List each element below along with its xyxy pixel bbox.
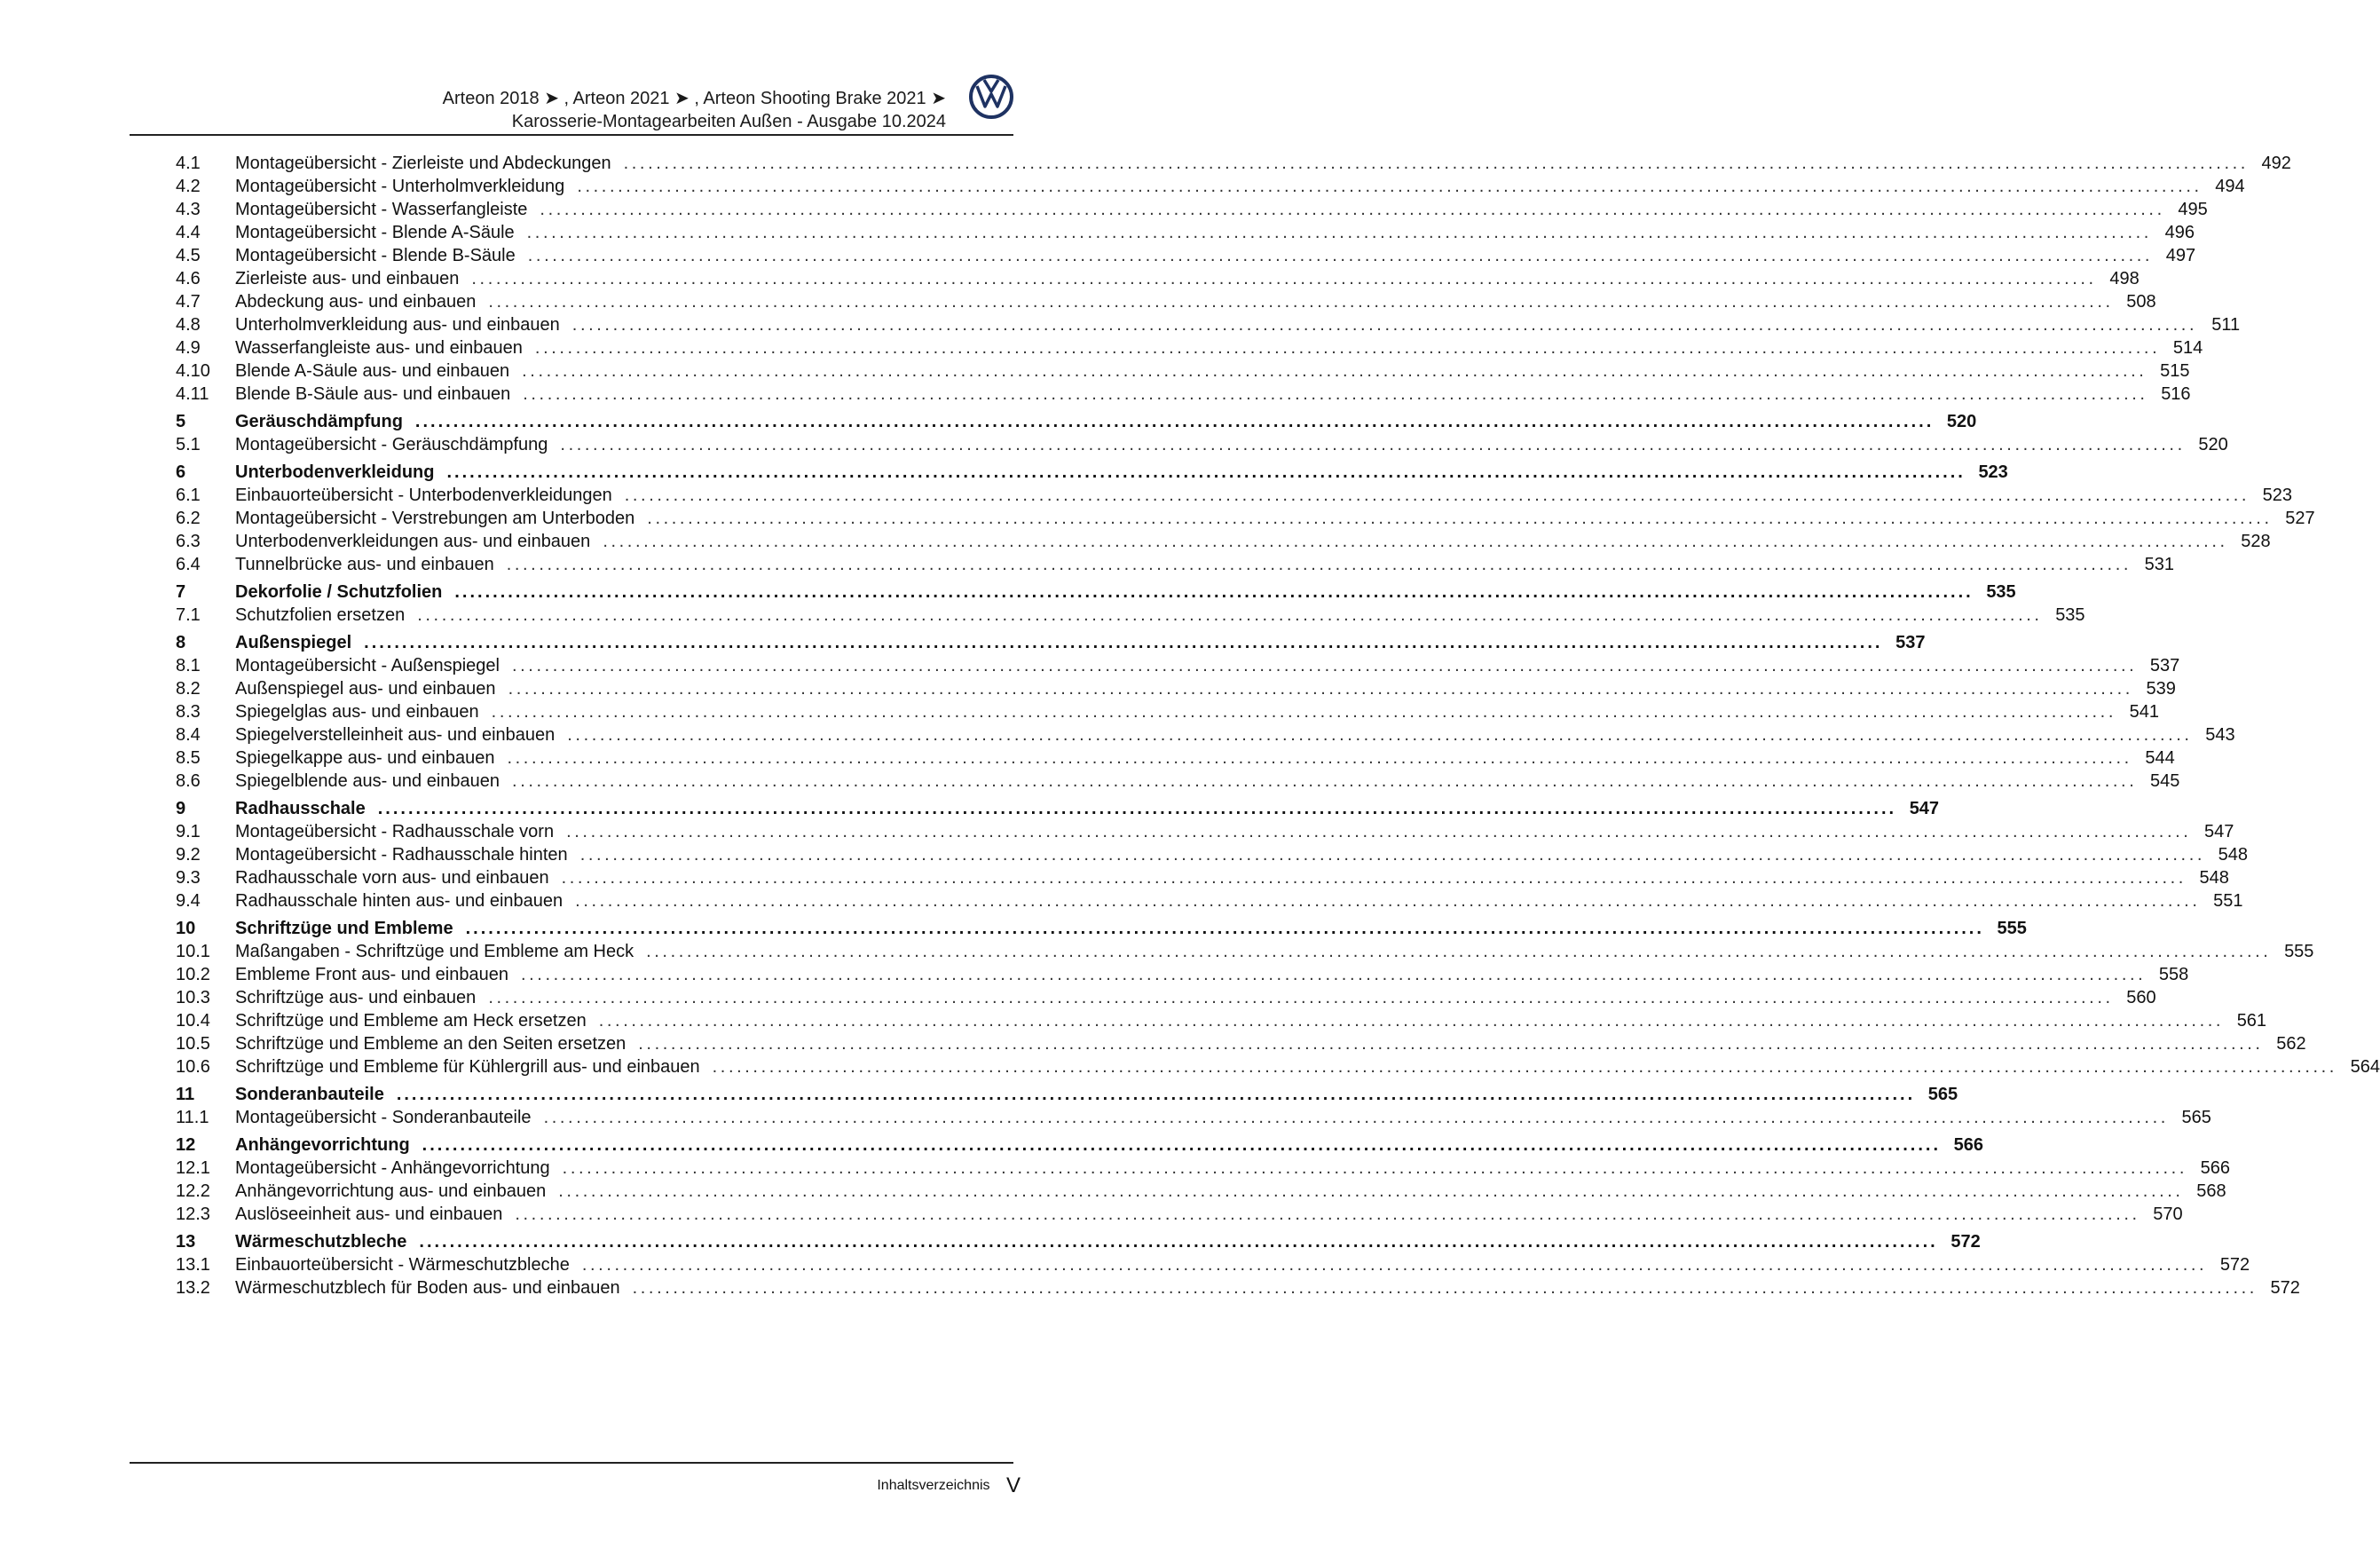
- toc-number: 11.1: [176, 1108, 209, 1127]
- toc-title: Abdeckung aus- und einbauen: [235, 292, 477, 312]
- toc-number: 8.6: [176, 771, 201, 791]
- toc-number: 4.5: [176, 246, 201, 265]
- header-model-line: Arteon 2018 ➤ , Arteon 2021 ➤ , Arteon Shooting Brake 2021 ➤: [442, 89, 946, 108]
- toc-title: Anhängevorrichtung: [235, 1135, 410, 1155]
- toc-number: 10.3: [176, 988, 210, 1007]
- toc-title: Montageübersicht - Unterholmverkleidung: [235, 177, 565, 196]
- toc-number: 6.3: [176, 532, 201, 551]
- toc-title: Wasserfangleiste aus- und einbauen: [235, 338, 523, 358]
- page-footer: [799, 1473, 1021, 1498]
- toc-entry-row[interactable]: [176, 1253, 2250, 1276]
- toc-title: Blende A-Säule aus- und einbauen: [235, 361, 510, 381]
- toc-page-number: 537: [2149, 656, 2180, 675]
- toc-number: 8.5: [176, 748, 201, 768]
- dot-leader: ........................................................................................................................................................................................................: [598, 1011, 2225, 1031]
- toc-number: 4.9: [176, 338, 201, 358]
- toc-entry-row[interactable]: [176, 433, 2228, 456]
- toc-entry-row[interactable]: [176, 1157, 2230, 1180]
- toc-title: Montageübersicht - Radhausschale vorn: [235, 822, 555, 841]
- toc-page-number: 523: [1978, 462, 2008, 482]
- toc-title: Spiegelglas aus- und einbauen: [235, 702, 479, 722]
- toc-title: Montageübersicht - Blende A-Säule: [235, 223, 515, 242]
- toc-entry-row[interactable]: [176, 940, 2314, 963]
- dot-leader: ........................................................................................................................................................................................................: [567, 725, 2193, 745]
- toc-entry-row[interactable]: [176, 986, 2156, 1009]
- dot-leader: ........................................................................................................................................................................................................: [465, 919, 1984, 938]
- toc-page-number: 514: [2172, 338, 2203, 358]
- toc-entry-row[interactable]: [176, 267, 2140, 290]
- toc-title: Radhausschale vorn aus- und einbauen: [235, 868, 549, 888]
- toc-page-number: 555: [2284, 942, 2314, 961]
- toc-title: Embleme Front aus- und einbauen: [235, 965, 508, 984]
- toc-number: 4.1: [176, 154, 201, 173]
- dot-leader: ........................................................................................................................................................................................................: [571, 315, 2198, 335]
- toc-entry-row[interactable]: [176, 1203, 2183, 1226]
- toc-page-number: 537: [1895, 633, 1926, 652]
- toc-page-number: 495: [2178, 200, 2208, 219]
- toc-page-number: 527: [2285, 509, 2315, 528]
- dot-leader: ........................................................................................................................................................................................................: [566, 822, 2192, 841]
- dot-leader: ........................................................................................................................................................................................................: [522, 361, 2148, 381]
- toc-number: 7: [176, 582, 186, 602]
- dot-leader: ........................................................................................................................................................................................................: [712, 1057, 2337, 1077]
- dot-leader: ........................................................................................................................................................................................................: [506, 555, 2132, 574]
- toc-page-number: 566: [2200, 1158, 2230, 1178]
- toc-title: Montageübersicht - Zierleiste und Abdeckungen: [235, 154, 611, 173]
- toc-number: 8.4: [176, 725, 201, 745]
- toc-number: 4.4: [176, 223, 201, 242]
- toc-title: Schriftzüge aus- und einbauen: [235, 988, 477, 1007]
- toc-chapter-row[interactable]: [176, 1230, 1981, 1253]
- toc-number: 12.1: [176, 1158, 210, 1178]
- toc-page-number: 545: [2149, 771, 2180, 791]
- toc-number: 4.3: [176, 200, 201, 219]
- toc-number: 5: [176, 412, 186, 431]
- toc-page-number: 496: [2164, 223, 2195, 242]
- header-edition-line: Karosserie-Montagearbeiten Außen - Ausgabe 10.2024: [511, 112, 946, 131]
- dot-leader: ........................................................................................................................................................................................................: [520, 965, 2147, 984]
- toc-entry-row[interactable]: [176, 152, 2291, 175]
- toc-page-number: 572: [1950, 1232, 1981, 1252]
- toc-page-number: 570: [2153, 1205, 2183, 1224]
- dot-leader: ........................................................................................................................................................................................................: [515, 1205, 2140, 1224]
- toc-entry-row[interactable]: [176, 723, 2235, 746]
- toc-page-number: 547: [1909, 799, 1940, 818]
- toc-page-number: 551: [2213, 891, 2243, 911]
- toc-title: Geräuschdämpfung: [235, 412, 403, 431]
- toc-entry-row[interactable]: [176, 1032, 2306, 1055]
- toc-title: Außenspiegel: [235, 633, 352, 652]
- toc-number: 10.6: [176, 1057, 210, 1077]
- dot-leader: ........................................................................................................................................................................................................: [543, 1108, 2169, 1127]
- toc-number: 10.1: [176, 942, 210, 961]
- toc-chapter-row[interactable]: [176, 461, 2008, 484]
- toc-number: 9.4: [176, 891, 201, 911]
- toc-page-number: 558: [2158, 965, 2189, 984]
- vw-logo-icon: [969, 75, 1013, 119]
- toc-page-number: 539: [2146, 679, 2176, 699]
- toc-number: 8.1: [176, 656, 201, 675]
- toc-title: Montageübersicht - Wasserfangleiste: [235, 200, 528, 219]
- toc-entry-row[interactable]: [176, 313, 2241, 336]
- toc-number: 4.10: [176, 361, 210, 381]
- toc-entry-row[interactable]: [176, 1276, 2300, 1299]
- toc-number: 6: [176, 462, 186, 482]
- dot-leader: ........................................................................................................................................................................................................: [454, 582, 1974, 602]
- toc-number: 4.2: [176, 177, 201, 196]
- toc-title: Montageübersicht - Verstrebungen am Unterboden: [235, 509, 635, 528]
- dot-leader: ........................................................................................................................................................................................................: [560, 435, 2186, 454]
- toc-number: 13: [176, 1232, 196, 1252]
- toc-number: 4.6: [176, 269, 201, 288]
- toc-number: 10: [176, 919, 196, 938]
- dot-leader: ........................................................................................................................................................................................................: [419, 1232, 1938, 1252]
- dot-leader: ........................................................................................................................................................................................................: [624, 486, 2250, 505]
- toc-title: Tunnelbrücke aus- und einbauen: [235, 555, 494, 574]
- toc-title: Zierleiste aus- und einbauen: [235, 269, 460, 288]
- toc-title: Anhängevorrichtung aus- und einbauen: [235, 1181, 547, 1201]
- dot-leader: ........................................................................................................................................................................................................: [488, 988, 2114, 1007]
- toc-entry-row[interactable]: [176, 484, 2293, 507]
- toc-page-number: 511: [2211, 315, 2241, 335]
- footer-section-title: Inhaltsverzeichnis: [877, 1478, 990, 1493]
- toc-title: Montageübersicht - Radhausschale hinten: [235, 845, 568, 865]
- toc-chapter-row[interactable]: [176, 917, 2027, 940]
- toc-page-number: 544: [2145, 748, 2175, 768]
- dot-leader: ........................................................................................................................................................................................................: [446, 462, 1966, 482]
- header-divider: [130, 134, 1013, 136]
- toc-page-number: 498: [2109, 269, 2140, 288]
- toc-entry-row[interactable]: [176, 889, 2243, 912]
- toc-number: 11: [176, 1085, 195, 1104]
- toc-entry-row[interactable]: [176, 770, 2180, 793]
- toc-entry-row[interactable]: [176, 677, 2176, 700]
- toc-title: Maßangaben - Schriftzüge und Embleme am Heck: [235, 942, 634, 961]
- toc-entry-row[interactable]: [176, 290, 2156, 313]
- dot-leader: ........................................................................................................................................................................................................: [364, 633, 1883, 652]
- dot-leader: ........................................................................................................................................................................................................: [526, 223, 2152, 242]
- toc-page-number: 565: [2181, 1108, 2211, 1127]
- toc-page-number: 562: [2276, 1034, 2306, 1054]
- dot-leader: ........................................................................................................................................................................................................: [561, 868, 2187, 888]
- toc-entry-row[interactable]: [176, 530, 2271, 553]
- toc-entry-row[interactable]: [176, 963, 2189, 986]
- toc-chapter-row[interactable]: [176, 581, 2016, 604]
- dot-leader: ........................................................................................................................................................................................................: [638, 1034, 2264, 1054]
- table-of-contents: [176, 152, 2380, 1299]
- toc-page-number: 516: [2161, 384, 2191, 404]
- dot-leader: ........................................................................................................................................................................................................: [396, 1085, 1916, 1104]
- dot-leader: ........................................................................................................................................................................................................: [623, 154, 2249, 173]
- toc-chapter-row[interactable]: [176, 797, 1940, 820]
- toc-page-number: 515: [2160, 361, 2190, 381]
- toc-number: 4.8: [176, 315, 201, 335]
- toc-entry-row[interactable]: [176, 359, 2190, 383]
- toc-number: 8: [176, 633, 186, 652]
- toc-number: 8.3: [176, 702, 201, 722]
- dot-leader: ........................................................................................................................................................................................................: [558, 1181, 2184, 1201]
- toc-number: 13.1: [176, 1255, 210, 1275]
- dot-leader: ........................................................................................................................................................................................................: [527, 246, 2154, 265]
- toc-chapter-row[interactable]: [176, 410, 1977, 433]
- dot-leader: ........................................................................................................................................................................................................: [512, 771, 2138, 791]
- toc-number: 7.1: [176, 605, 201, 625]
- toc-title: Montageübersicht - Sonderanbauteile: [235, 1108, 532, 1127]
- toc-page-number: 547: [2204, 822, 2234, 841]
- toc-number: 9.3: [176, 868, 201, 888]
- toc-page-number: 528: [2241, 532, 2271, 551]
- toc-page-number: 531: [2144, 555, 2175, 574]
- toc-number: 9.1: [176, 822, 201, 841]
- dot-leader: ........................................................................................................................................................................................................: [377, 799, 1897, 818]
- toc-page-number: 555: [1997, 919, 2027, 938]
- toc-page-number: 565: [1927, 1085, 1958, 1104]
- dot-leader: ........................................................................................................................................................................................................: [647, 509, 2273, 528]
- toc-number: 10.4: [176, 1011, 210, 1031]
- toc-page-number: 566: [1953, 1135, 1983, 1155]
- toc-title: Radhausschale: [235, 799, 366, 818]
- dot-leader: ........................................................................................................................................................................................................: [508, 679, 2133, 699]
- dot-leader: ........................................................................................................................................................................................................: [579, 845, 2206, 865]
- dot-leader: ........................................................................................................................................................................................................: [632, 1278, 2258, 1298]
- toc-entry-row[interactable]: [176, 843, 2249, 866]
- toc-title: Sonderanbauteile: [235, 1085, 384, 1104]
- dot-leader: ........................................................................................................................................................................................................: [488, 292, 2114, 312]
- toc-number: 10.5: [176, 1034, 210, 1054]
- toc-page-number: 560: [2126, 988, 2156, 1007]
- toc-chapter-row[interactable]: [176, 1083, 1958, 1106]
- toc-number: 6.2: [176, 509, 201, 528]
- toc-page-number: 508: [2126, 292, 2156, 312]
- toc-page-number: 572: [2270, 1278, 2300, 1298]
- dot-leader: ........................................................................................................................................................................................................: [534, 338, 2161, 358]
- page-header: [130, 87, 946, 133]
- toc-chapter-row[interactable]: [176, 1133, 1983, 1157]
- toc-number: 13.2: [176, 1278, 210, 1298]
- toc-page-number: 564: [2350, 1057, 2380, 1077]
- footer-page-number: V: [1005, 1473, 1021, 1497]
- toc-title: Blende B-Säule aus- und einbauen: [235, 384, 511, 404]
- toc-number: 9: [176, 799, 186, 818]
- toc-number: 9.2: [176, 845, 201, 865]
- toc-entry-row[interactable]: [176, 175, 2245, 198]
- toc-title: Wärmeschutzbleche: [235, 1232, 407, 1252]
- toc-title: Schriftzüge und Embleme für Kühlergrill aus- und einbauen: [235, 1057, 700, 1077]
- toc-title: Wärmeschutzblech für Boden aus- und einbauen: [235, 1278, 620, 1298]
- toc-entry-row[interactable]: [176, 1180, 2226, 1203]
- dot-leader: ........................................................................................................................................................................................................: [417, 605, 2043, 625]
- toc-title: Spiegelkappe aus- und einbauen: [235, 748, 495, 768]
- dot-leader: ........................................................................................................................................................................................................: [491, 702, 2116, 722]
- toc-title: Unterholmverkleidung aus- und einbauen: [235, 315, 560, 335]
- toc-entry-row[interactable]: [176, 604, 2085, 627]
- toc-page-number: 572: [2219, 1255, 2250, 1275]
- toc-title: Einbauorteübersicht - Wärmeschutzbleche: [235, 1255, 570, 1275]
- toc-entry-row[interactable]: [176, 336, 2203, 359]
- toc-title: Außenspiegel aus- und einbauen: [235, 679, 496, 699]
- toc-title: Schriftzüge und Embleme: [235, 919, 453, 938]
- toc-entry-row[interactable]: [176, 383, 2191, 406]
- toc-number: 4.7: [176, 292, 201, 312]
- toc-page-number: 541: [2129, 702, 2159, 722]
- toc-title: Montageübersicht - Geräuschdämpfung: [235, 435, 548, 454]
- toc-entry-row[interactable]: [176, 820, 2234, 843]
- toc-title: Unterbodenverkleidungen aus- und einbauen: [235, 532, 591, 551]
- toc-page-number: 523: [2262, 486, 2293, 505]
- dot-leader: ........................................................................................................................................................................................................: [646, 942, 2272, 961]
- toc-page-number: 568: [2196, 1181, 2226, 1201]
- toc-number: 5.1: [176, 435, 201, 454]
- dot-leader: ........................................................................................................................................................................................................: [422, 1135, 1941, 1155]
- toc-entry-row[interactable]: [176, 700, 2159, 723]
- footer-divider: [130, 1462, 1013, 1464]
- toc-title: Auslöseeinheit aus- und einbauen: [235, 1205, 503, 1224]
- toc-page-number: 535: [1986, 582, 2016, 602]
- toc-entry-row[interactable]: [176, 866, 2229, 889]
- toc-entry-row[interactable]: [176, 1106, 2211, 1129]
- dot-leader: ........................................................................................................................................................................................................: [511, 656, 2138, 675]
- dot-leader: ........................................................................................................................................................................................................: [562, 1158, 2187, 1178]
- toc-title: Montageübersicht - Anhängevorrichtung: [235, 1158, 550, 1178]
- toc-title: Schriftzüge und Embleme an den Seiten ersetzen: [235, 1034, 627, 1054]
- toc-page-number: 497: [2165, 246, 2196, 265]
- toc-entry-row[interactable]: [176, 244, 2196, 267]
- dot-leader: ........................................................................................................................................................................................................: [471, 269, 2097, 288]
- toc-title: Montageübersicht - Außenspiegel: [235, 656, 500, 675]
- toc-page-number: 492: [2261, 154, 2291, 173]
- toc-title: Einbauorteübersicht - Unterbodenverkleidungen: [235, 486, 612, 505]
- toc-number: 8.2: [176, 679, 201, 699]
- toc-page-number: 535: [2055, 605, 2085, 625]
- toc-number: 6.1: [176, 486, 201, 505]
- toc-entry-row[interactable]: [176, 1055, 2380, 1078]
- toc-title: Dekorfolie / Schutzfolien: [235, 582, 443, 602]
- toc-page-number: 520: [2198, 435, 2228, 454]
- toc-title: Schutzfolien ersetzen: [235, 605, 406, 625]
- toc-number: 6.4: [176, 555, 201, 574]
- toc-title: Unterbodenverkleidung: [235, 462, 435, 482]
- toc-entry-row[interactable]: [176, 221, 2195, 244]
- toc-page-number: 548: [2218, 845, 2249, 865]
- toc-number: 12: [176, 1135, 196, 1155]
- dot-leader: ........................................................................................................................................................................................................: [540, 200, 2165, 219]
- dot-leader: ........................................................................................................................................................................................................: [577, 177, 2203, 196]
- toc-entry-row[interactable]: [176, 553, 2175, 576]
- toc-page-number: 543: [2205, 725, 2235, 745]
- toc-entry-row[interactable]: [176, 1009, 2267, 1032]
- toc-number: 12.3: [176, 1205, 210, 1224]
- toc-page-number: 520: [1946, 412, 1977, 431]
- toc-title: Spiegelblende aus- und einbauen: [235, 771, 500, 791]
- toc-entry-row[interactable]: [176, 746, 2175, 770]
- dot-leader: ........................................................................................................................................................................................................: [507, 748, 2132, 768]
- toc-chapter-row[interactable]: [176, 631, 1926, 654]
- toc-entry-row[interactable]: [176, 507, 2315, 530]
- dot-leader: ........................................................................................................................................................................................................: [575, 891, 2201, 911]
- toc-number: 12.2: [176, 1181, 210, 1201]
- toc-page-number: 494: [2215, 177, 2245, 196]
- toc-number: 4.11: [176, 384, 209, 404]
- toc-number: 10.2: [176, 965, 210, 984]
- dot-leader: ........................................................................................................................................................................................................: [523, 384, 2148, 404]
- toc-page-number: 561: [2236, 1011, 2267, 1031]
- toc-entry-row[interactable]: [176, 198, 2208, 221]
- toc-entry-row[interactable]: [176, 654, 2180, 677]
- toc-page-number: 548: [2199, 868, 2229, 888]
- dot-leader: ........................................................................................................................................................................................................: [581, 1255, 2208, 1275]
- toc-title: Montageübersicht - Blende B-Säule: [235, 246, 516, 265]
- dot-leader: ........................................................................................................................................................................................................: [603, 532, 2228, 551]
- dot-leader: ........................................................................................................................................................................................................: [414, 412, 1935, 431]
- toc-title: Schriftzüge und Embleme am Heck ersetzen: [235, 1011, 587, 1031]
- toc-title: Radhausschale hinten aus- und einbauen: [235, 891, 563, 911]
- toc-title: Spiegelverstelleinheit aus- und einbauen: [235, 725, 556, 745]
